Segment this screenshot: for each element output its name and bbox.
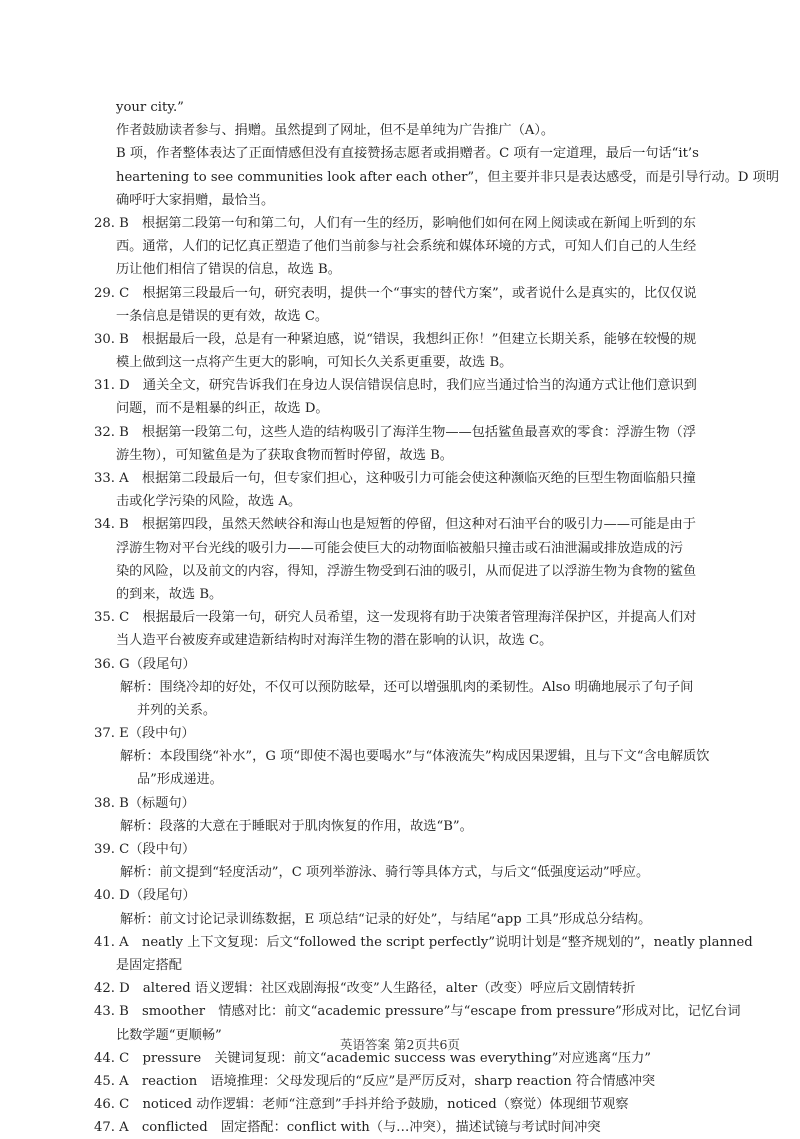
- analysis-line: 并列的关系。: [137, 702, 217, 718]
- text-line: 西。通常，人们的记忆真正塑造了他们当前参与社会系统和媒体环境的方式，可知人们自己的人生经: [116, 239, 697, 255]
- answer-37: 37. E（段中句）: [94, 726, 195, 742]
- answer-33: 33. A 根据第二段最后一句，但专家们担心，这种吸引力可能会使这种濒临灭绝的巨型生物面临船只撞: [94, 471, 696, 486]
- answer-47: 47. A conflicted 固定搭配：conflict with（与…冲突），描述试镜与考试时间冲突: [94, 1120, 601, 1136]
- analysis-line: 解析：段落的大意在于睡眠对于肌肉恢复的作用，故选“B”。: [120, 818, 473, 834]
- analysis-line: 解析：前文讨论记录训练数据，E 项总结“记录的好处”，与结尾“app 工具”形成总分结构。: [120, 911, 652, 927]
- answer-42: 42. D altered 语义逻辑：社区戏剧海报“改变”人生路径，alter（改变）呼应后文剧情转折: [94, 981, 636, 997]
- text-line: 模上做到这一点将产生更大的影响，可知长久关系更重要，故选 B。: [116, 355, 513, 371]
- text-line: 比数学题“更顺畅”: [116, 1027, 222, 1043]
- answer-28: 28. B 根据第二段第一句和第二句，人们有一生的经历，影响他们如何在网上阅读或在新闻上听到的东: [94, 215, 696, 231]
- text-line: 的到来，故选 B。: [116, 586, 223, 602]
- answer-43: 43. B smoother 情感对比：前文“academic pressure”与“escape from pressure”形成对比，记忆台词: [94, 1004, 741, 1020]
- answer-29: 29. C 根据第三段最后一句，研究表明，提供一个“事实的替代方案”，或者说什么是真实的，比仅仅说: [94, 285, 697, 301]
- answer-39: 39. C（段中句）: [94, 842, 196, 857]
- answer-41: 41. A neatly 上下文复现：后文“followed the script perfectly”说明计划是“整齐规划的”，neatly planned: [94, 934, 753, 950]
- text-line: 一条信息是错误的更有效，故选 C。: [116, 308, 329, 324]
- answer-text: [94, 96, 780, 1139]
- answer-46: 46. C noticed 动作逻辑：老师“注意到”手抖并给予鼓励，noticed（察觉）体现细节观察: [94, 1097, 629, 1113]
- text-line: 游生物），可知鲨鱼是为了获取食物而暂时停留，故选 B。: [116, 447, 453, 463]
- answer-31: 31. D 通关全文，研究告诉我们在身边人误信错误信息时，我们应当通过恰当的沟通方式让他们意识到: [94, 378, 697, 394]
- answer-36: 36. G（段尾句）: [94, 656, 196, 672]
- answer-45: 45. A reaction 语境推理：父母发现后的“反应”是严厉反对，sharp reaction 符合情感冲突: [94, 1073, 656, 1089]
- text-line: B 项，作者整体表达了正面情感但没有直接赞扬志愿者或捐赠者。C 项有一定道理，最后一句话“it’s: [116, 146, 699, 162]
- answer-38: 38. B（标题句）: [94, 795, 195, 811]
- analysis-line: 解析：前文提到“轻度活动”，C 项列举游泳、骑行等具体方式，与后文“低强度运动”呼应。: [120, 865, 650, 881]
- answer-44: 44. C pressure 关键词复现：前文“academic success was everything”对应逃离“压力”: [94, 1050, 651, 1066]
- text-line: heartening to see communities look after each other”，但主要并非只是表达感受，而是引导行动。D 项明: [116, 169, 780, 185]
- analysis-line: 解析：围绕冷却的好处，不仅可以预防眩晕，还可以增强肌肉的柔韧性。Also 明确地展示了句子间: [120, 679, 694, 695]
- text-line: 击或化学污染的风险，故选 A。: [116, 494, 302, 510]
- analysis-line: 解析：本段围绕“补水”，G 项“即使不渴也要喝水”与“体液流失”构成因果逻辑，且与下文“含电解质饮: [120, 749, 710, 765]
- answer-40: 40. D（段尾句）: [94, 888, 196, 904]
- text-line: your city.”: [116, 100, 184, 115]
- text-line: 当人造平台被废弃或建造新结构时对海洋生物的潜在影响的认识，故选 C。: [116, 633, 553, 649]
- answer-30: 30. B 根据最后一段，总是有一种紧迫感，说“错误，我想纠正你！”但建立长期关系，能够在较慢的规: [94, 331, 697, 347]
- text-line: 历让他们相信了错误的信息，故选 B。: [116, 262, 341, 278]
- text-line: 染的风险，以及前文的内容，得知，浮游生物受到石油的吸引，从而促进了以浮游生物为食物的鲨鱼: [116, 563, 697, 579]
- text-line: 确呼吁大家捐赠，最恰当。: [116, 192, 275, 208]
- page-footer: 英语答案 第2页共6页: [340, 1037, 460, 1052]
- answer-32: 32. B 根据第一段第二句，这些人造的结构吸引了海洋生物——包括鲨鱼最喜欢的零食：浮游生物（浮: [94, 424, 696, 440]
- answer-34: 34. B 根据第四段，虽然天然峡谷和海山也是短暂的停留，但这种对石油平台的吸引力——可能是由于: [94, 517, 696, 533]
- text-line: 作者鼓励读者参与、捐赠。虽然提到了网址，但不是单纯为广告推广（A）。: [116, 123, 555, 139]
- answer-35: 35. C 根据最后一段第一句，研究人员希望，这一发现将有助于决策者管理海洋保护区，并提高人们对: [94, 610, 697, 626]
- text-line: 是固定搭配: [116, 957, 182, 973]
- text-line: 问题，而不是粗暴的纠正，故选 D。: [116, 401, 329, 417]
- analysis-line: 品”形成递进。: [137, 772, 223, 788]
- text-line: 浮游生物对平台光线的吸引力——可能会使巨大的动物面临被船只撞击或石油泄漏或排放造成的污: [116, 540, 684, 556]
